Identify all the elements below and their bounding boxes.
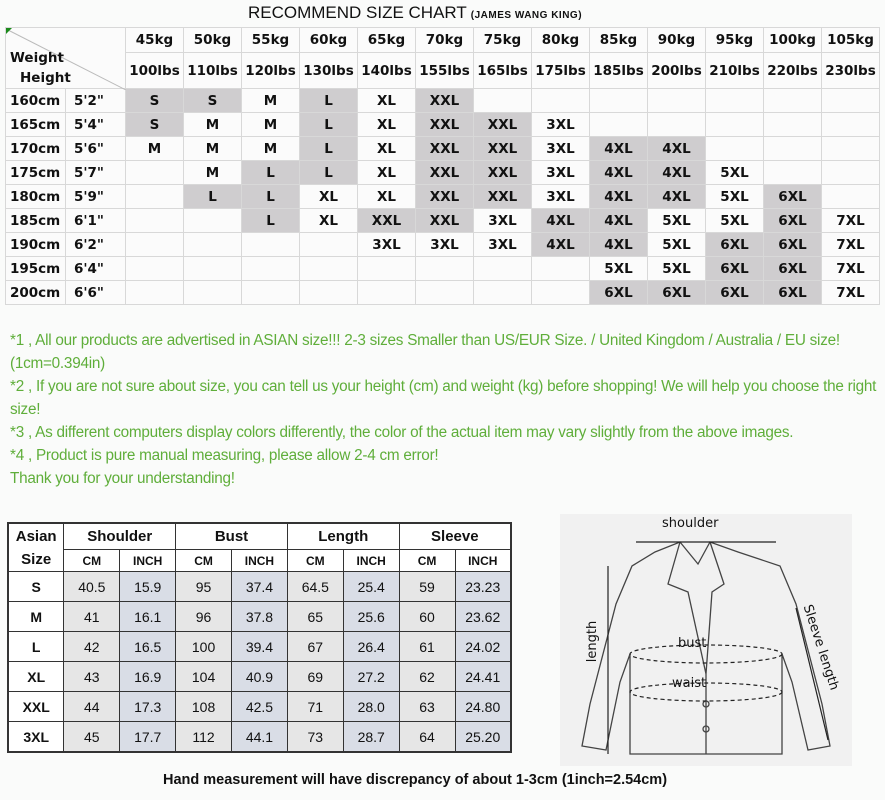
height-row (6, 233, 880, 257)
size-label: XL (8, 662, 64, 692)
height-ft: 6'1" (66, 209, 126, 233)
size-cell (532, 257, 590, 281)
size-cell (648, 89, 706, 113)
size-cell: L (300, 89, 358, 113)
size-cell: 5XL (648, 233, 706, 257)
size-cell (416, 257, 474, 281)
cm-value: 95 (176, 572, 232, 602)
inch-value: 23.62 (455, 602, 511, 632)
size-cell: XXL (416, 161, 474, 185)
inch-value: 24.02 (455, 632, 511, 662)
size-cell: M (184, 161, 242, 185)
size-cell: 6XL (764, 257, 822, 281)
size-cell: 6XL (590, 281, 648, 305)
weight-lbs-header: 120lbs (242, 53, 300, 89)
measure-row (8, 662, 511, 692)
unit-inch: INCH (343, 550, 399, 572)
size-cell: 6XL (764, 281, 822, 305)
size-cell (242, 281, 300, 305)
size-cell: 4XL (590, 233, 648, 257)
size-cell: XXL (416, 209, 474, 233)
height-row (6, 137, 880, 161)
size-cell (822, 185, 880, 209)
size-cell: 4XL (648, 161, 706, 185)
size-cell (474, 89, 532, 113)
inch-value: 27.2 (343, 662, 399, 692)
inch-value: 28.0 (343, 692, 399, 722)
weight-kg-header: 50kg (184, 28, 242, 53)
size-cell: L (184, 185, 242, 209)
size-cell: L (300, 113, 358, 137)
cm-value: 71 (287, 692, 343, 722)
inch-value: 26.4 (343, 632, 399, 662)
height-row (6, 281, 880, 305)
size-cell: 4XL (532, 233, 590, 257)
size-cell: 5XL (706, 209, 764, 233)
size-cell: 3XL (532, 185, 590, 209)
weight-kg-header: 85kg (590, 28, 648, 53)
size-cell: 7XL (822, 233, 880, 257)
size-cell (126, 161, 184, 185)
inch-value: 17.7 (120, 722, 176, 753)
cm-value: 60 (399, 602, 455, 632)
size-cell: M (184, 113, 242, 137)
sleeve-length-label: Sleeve length (799, 602, 842, 693)
height-ft: 6'4" (66, 257, 126, 281)
size-cell: S (184, 89, 242, 113)
note-line: Thank you for your understanding! (10, 470, 235, 487)
inch-value: 24.80 (455, 692, 511, 722)
height-cm: 180cm (6, 185, 66, 209)
size-cell (184, 209, 242, 233)
height-cm: 170cm (6, 137, 66, 161)
cm-value: 112 (176, 722, 232, 753)
size-cell (184, 233, 242, 257)
height-cm: 160cm (6, 89, 66, 113)
note-line: *3 , As different computers display colors differently, the color of the actual item may vary slightly from the above images. (10, 424, 794, 441)
size-cell (706, 89, 764, 113)
inch-value: 16.5 (120, 632, 176, 662)
size-cell (822, 113, 880, 137)
inch-value: 40.9 (232, 662, 288, 692)
size-cell (300, 281, 358, 305)
measure-row (8, 602, 511, 632)
size-cell: M (242, 113, 300, 137)
size-cell (822, 89, 880, 113)
height-row (6, 89, 880, 113)
weight-lbs-header: 155lbs (416, 53, 474, 89)
size-cell (126, 233, 184, 257)
height-ft: 5'4" (66, 113, 126, 137)
size-cell (590, 89, 648, 113)
weight-lbs-header: 100lbs (126, 53, 184, 89)
footer-note: Hand measurement will have discrepancy of about 1-3cm (1inch=2.54cm) (162, 772, 668, 788)
weight-lbs-header: 230lbs (822, 53, 880, 89)
size-cell: XL (300, 185, 358, 209)
size-cell: XXL (474, 161, 532, 185)
weight-kg-header: 90kg (648, 28, 706, 53)
size-cell (474, 257, 532, 281)
cm-value: 62 (399, 662, 455, 692)
size-cell: M (242, 89, 300, 113)
size-cell: 5XL (706, 185, 764, 209)
size-cell (532, 281, 590, 305)
size-cell: XXL (416, 89, 474, 113)
size-cell: 4XL (590, 209, 648, 233)
size-cell: XL (300, 209, 358, 233)
inch-value: 44.1 (232, 722, 288, 753)
size-cell (590, 113, 648, 137)
inch-value: 25.6 (343, 602, 399, 632)
size-cell (300, 257, 358, 281)
group-header: Shoulder (64, 523, 176, 550)
size-cell: XXL (474, 113, 532, 137)
measure-row (8, 572, 511, 602)
brand-text: (JAMES WANG KING) (470, 10, 583, 21)
weight-kg-header: 95kg (706, 28, 764, 53)
inch-value: 39.4 (232, 632, 288, 662)
size-cell: 3XL (532, 161, 590, 185)
size-cell: 4XL (648, 185, 706, 209)
measure-row (8, 632, 511, 662)
weight-kg-header: 80kg (532, 28, 590, 53)
size-cell: L (300, 137, 358, 161)
size-cell: S (126, 89, 184, 113)
height-cm: 185cm (6, 209, 66, 233)
size-cell: 5XL (706, 161, 764, 185)
size-cell (706, 113, 764, 137)
size-cell: M (242, 137, 300, 161)
size-cell: 6XL (706, 281, 764, 305)
size-cell: XL (358, 161, 416, 185)
size-cell: 6XL (706, 233, 764, 257)
bust-label: bust (678, 636, 707, 651)
inch-value: 24.41 (455, 662, 511, 692)
size-cell (300, 233, 358, 257)
length-label: length (585, 620, 601, 663)
note-line: *1 , All our products are advertised in ASIAN size!!! 2-3 sizes Smaller than US/EUR Size. / United Kingdom / Australia / EU size! (1cm=0.394in) (10, 332, 840, 372)
cm-value: 40.5 (64, 572, 120, 602)
weight-kg-header: 100kg (764, 28, 822, 53)
size-cell: L (242, 161, 300, 185)
note-line: *2 , If you are not sure about size, you can tell us your height (cm) and weight (kg) before shopping! We will help you choose the right size! (10, 378, 877, 418)
size-cell (648, 113, 706, 137)
unit-inch: INCH (120, 550, 176, 572)
inch-value: 16.9 (120, 662, 176, 692)
size-cell: M (184, 137, 242, 161)
corner-cell (6, 28, 126, 89)
height-ft: 5'9" (66, 185, 126, 209)
weight-lbs-header: 140lbs (358, 53, 416, 89)
size-label: 3XL (8, 722, 64, 753)
size-cell: XL (358, 185, 416, 209)
size-label: S (8, 572, 64, 602)
size-cell: 7XL (822, 257, 880, 281)
size-cell: 4XL (532, 209, 590, 233)
notes (10, 329, 880, 490)
size-cell: XL (358, 137, 416, 161)
height-corner-label: Height (20, 70, 71, 86)
size-cell (416, 281, 474, 305)
cm-value: 44 (64, 692, 120, 722)
inch-value: 25.4 (343, 572, 399, 602)
weight-kg-header: 75kg (474, 28, 532, 53)
waist-label: waist (672, 676, 707, 691)
height-row (6, 185, 880, 209)
cm-value: 104 (176, 662, 232, 692)
cm-value: 64 (399, 722, 455, 753)
size-cell (358, 257, 416, 281)
height-ft: 6'6" (66, 281, 126, 305)
size-cell: XXL (474, 137, 532, 161)
height-row (6, 113, 880, 137)
height-cm: 165cm (6, 113, 66, 137)
weight-lbs-header: 185lbs (590, 53, 648, 89)
weight-lbs-header: 175lbs (532, 53, 590, 89)
unit-inch: INCH (232, 550, 288, 572)
weight-lbs-header: 220lbs (764, 53, 822, 89)
size-cell: 7XL (822, 209, 880, 233)
size-cell: 4XL (590, 137, 648, 161)
asian-size-header: Asian Size (8, 523, 64, 572)
weight-lbs-header: 210lbs (706, 53, 764, 89)
weight-corner-label: Weight (10, 50, 64, 66)
size-cell (126, 281, 184, 305)
size-cell (242, 257, 300, 281)
shoulder-label: shoulder (662, 516, 719, 531)
size-cell: 6XL (706, 257, 764, 281)
weight-kg-row (6, 28, 880, 53)
size-cell: 3XL (532, 137, 590, 161)
unit-cm: CM (176, 550, 232, 572)
cm-value: 100 (176, 632, 232, 662)
inch-value: 23.23 (455, 572, 511, 602)
size-cell: M (126, 137, 184, 161)
size-cell (126, 209, 184, 233)
cm-value: 73 (287, 722, 343, 753)
height-ft: 5'7" (66, 161, 126, 185)
weight-kg-header: 45kg (126, 28, 184, 53)
size-cell: 4XL (648, 137, 706, 161)
inch-value: 25.20 (455, 722, 511, 753)
weight-kg-header: 105kg (822, 28, 880, 53)
size-cell: XL (358, 113, 416, 137)
weight-kg-header: 55kg (242, 28, 300, 53)
size-cell (822, 137, 880, 161)
group-header: Sleeve (399, 523, 511, 550)
size-cell (474, 281, 532, 305)
size-cell: 6XL (648, 281, 706, 305)
height-cm: 195cm (6, 257, 66, 281)
measurement-table (7, 522, 512, 753)
height-ft: 5'6" (66, 137, 126, 161)
weight-lbs-header: 165lbs (474, 53, 532, 89)
size-cell (358, 281, 416, 305)
size-cell: XXL (416, 185, 474, 209)
weight-lbs-header: 200lbs (648, 53, 706, 89)
group-header: Length (287, 523, 399, 550)
size-recommendation-table (5, 27, 880, 305)
size-cell (822, 161, 880, 185)
height-ft: 6'2" (66, 233, 126, 257)
unit-header-row (8, 550, 511, 572)
inch-value: 17.3 (120, 692, 176, 722)
size-cell: XXL (416, 137, 474, 161)
measure-group-header (8, 523, 511, 550)
size-cell: 3XL (474, 233, 532, 257)
height-ft: 5'2" (66, 89, 126, 113)
cm-value: 65 (287, 602, 343, 632)
size-cell: L (242, 209, 300, 233)
cm-value: 43 (64, 662, 120, 692)
size-cell: 5XL (590, 257, 648, 281)
measure-row (8, 692, 511, 722)
size-cell: 4XL (590, 161, 648, 185)
size-cell (126, 185, 184, 209)
group-header: Bust (176, 523, 288, 550)
cm-value: 59 (399, 572, 455, 602)
cm-value: 42 (64, 632, 120, 662)
weight-lbs-row (6, 53, 880, 89)
size-cell (126, 257, 184, 281)
measure-row (8, 722, 511, 753)
size-cell (764, 89, 822, 113)
size-cell: 3XL (532, 113, 590, 137)
cm-value: 45 (64, 722, 120, 753)
weight-lbs-header: 110lbs (184, 53, 242, 89)
size-cell (184, 281, 242, 305)
cm-value: 67 (287, 632, 343, 662)
size-cell: 3XL (416, 233, 474, 257)
size-cell: XXL (474, 185, 532, 209)
size-cell (706, 137, 764, 161)
size-cell: XXL (416, 113, 474, 137)
inch-value: 28.7 (343, 722, 399, 753)
cm-value: 61 (399, 632, 455, 662)
size-cell: L (300, 161, 358, 185)
size-cell: S (126, 113, 184, 137)
note-line: *4 , Product is pure manual measuring, please allow 2-4 cm error! (10, 447, 439, 464)
size-cell: 3XL (474, 209, 532, 233)
size-cell: 5XL (648, 209, 706, 233)
unit-inch: INCH (455, 550, 511, 572)
height-cm: 200cm (6, 281, 66, 305)
height-row (6, 161, 880, 185)
size-cell: 6XL (764, 209, 822, 233)
cm-value: 69 (287, 662, 343, 692)
unit-cm: CM (64, 550, 120, 572)
size-cell: 6XL (764, 233, 822, 257)
weight-lbs-header: 130lbs (300, 53, 358, 89)
size-cell (764, 113, 822, 137)
cm-value: 63 (399, 692, 455, 722)
unit-cm: CM (399, 550, 455, 572)
title-text: RECOMMEND SIZE CHART (247, 3, 467, 22)
size-label: M (8, 602, 64, 632)
size-label: XXL (8, 692, 64, 722)
size-cell: L (242, 185, 300, 209)
size-label: L (8, 632, 64, 662)
inch-value: 16.1 (120, 602, 176, 632)
inch-value: 42.5 (232, 692, 288, 722)
size-cell: XL (358, 89, 416, 113)
inch-value: 15.9 (120, 572, 176, 602)
size-cell: 6XL (764, 185, 822, 209)
size-cell: 7XL (822, 281, 880, 305)
weight-kg-header: 65kg (358, 28, 416, 53)
cm-value: 64.5 (287, 572, 343, 602)
weight-kg-header: 70kg (416, 28, 474, 53)
jacket-diagram (560, 514, 852, 766)
size-cell (532, 89, 590, 113)
size-cell (184, 257, 242, 281)
height-cm: 175cm (6, 161, 66, 185)
weight-kg-header: 60kg (300, 28, 358, 53)
cm-value: 108 (176, 692, 232, 722)
size-cell: 4XL (590, 185, 648, 209)
chart-title (0, 3, 830, 23)
size-cell (764, 161, 822, 185)
height-cm: 190cm (6, 233, 66, 257)
size-cell: 5XL (648, 257, 706, 281)
inch-value: 37.8 (232, 602, 288, 632)
unit-cm: CM (287, 550, 343, 572)
size-cell (764, 137, 822, 161)
cm-value: 41 (64, 602, 120, 632)
height-row (6, 257, 880, 281)
inch-value: 37.4 (232, 572, 288, 602)
size-cell: XXL (358, 209, 416, 233)
cm-value: 96 (176, 602, 232, 632)
height-row (6, 209, 880, 233)
size-cell (242, 233, 300, 257)
size-cell: 3XL (358, 233, 416, 257)
